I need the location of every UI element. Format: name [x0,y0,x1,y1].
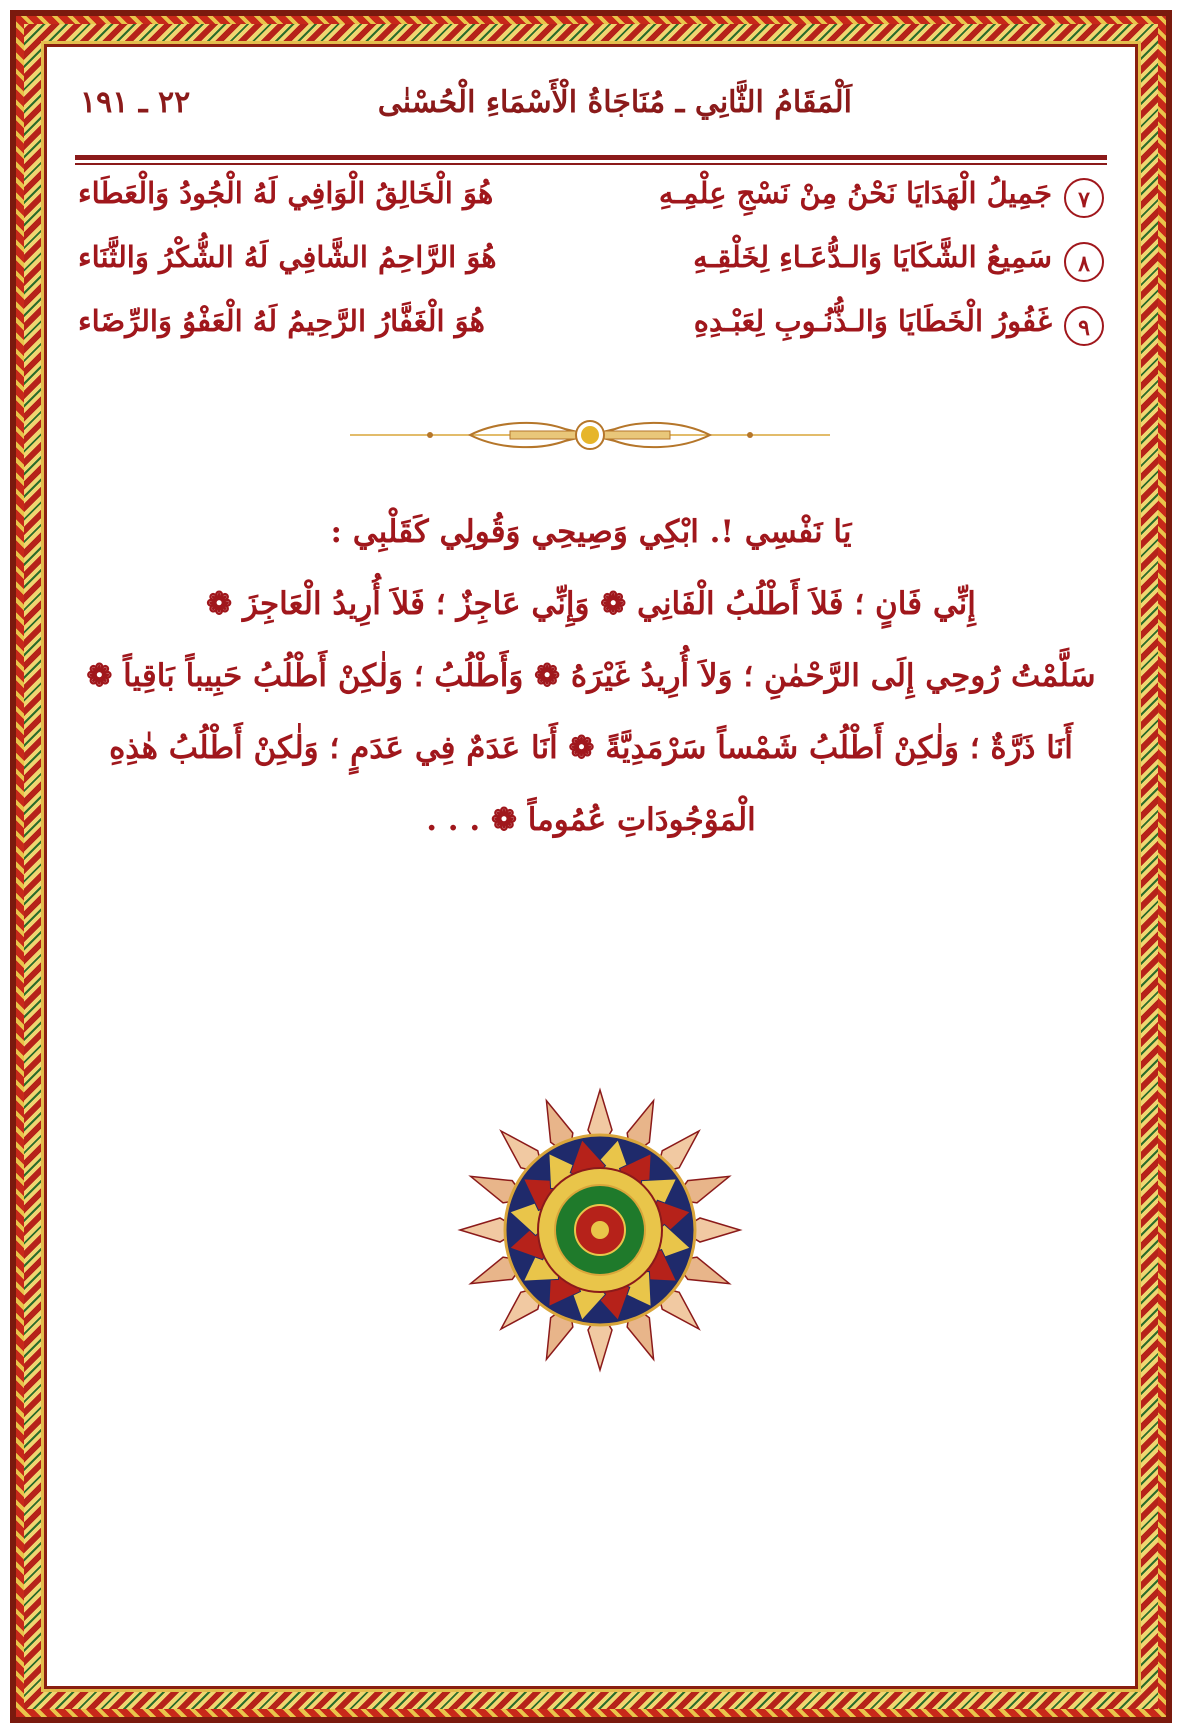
verse-second-half: هُوَ الْغَفَّارُ الرَّحِيمُ لَهُ الْعَفْوُ وَالرِّضَاء [78,304,485,338]
prose-block [80,496,1102,856]
page-header [60,85,1122,145]
header-rule [75,155,1107,160]
verse-number: ٧ [1064,178,1104,218]
prose-line: الْمَوْجُودَاتِ عُمُوماً ❁ . . . [426,802,756,838]
page-area [44,44,1138,1689]
verse-first-half: جَمِيلُ الْهَدَايَا نَحْنُ مِنْ نَسْجِ عِلْمِـهِ [658,176,1052,210]
verse-number: ٩ [1064,306,1104,346]
prose-line: يَا نَفْسِي !. ابْكِي وَصِيحِي وَقُولِي كَقَلْبِي : [330,514,852,550]
divider-ornament [350,415,830,455]
verse-line [78,304,1104,354]
prose-line: أَنَا ذَرَّةٌ ؛ وَلٰكِنْ أَطْلُبُ شَمْساً سَرْمَدِيَّةً ❁ أَنَا عَدَمٌ فِي عَدَمٍ ؛ وَلٰكِنْ أَطْلُبُ هٰذِهِ [109,730,1073,766]
verse-first-half: سَمِيعُ الشَّكَايَا وَالـدُّعَـاءِ لِخَلْقِـهِ [693,240,1052,274]
verse-number: ٨ [1064,242,1104,282]
verse-second-half: هُوَ الرَّاحِمُ الشَّافِي لَهُ الشُّكْرُ وَالثَّنَاء [78,240,497,274]
prose-line: سَلَّمْتُ رُوحِي إِلَى الرَّحْمٰنِ ؛ وَلاَ أُرِيدُ غَيْرَهُ ❁ وَأَطْلُبُ ؛ وَلٰكِنْ أَطْلُبُ حَبِيباً بَاقِياً ❁ [86,658,1096,694]
rosette-ornament [455,1085,745,1375]
page-title: اَلْمَقَامُ الثَّانِي ـ مُنَاجَاةُ الْأَسْمَاءِ الْحُسْنٰى [377,85,852,120]
page-number: ٢٢ ـ ١٩١ [80,85,191,120]
prose-line: إِنِّي فَانٍ ؛ فَلاَ أَطْلُبُ الْفَانِي ❁ وَإِنِّي عَاجِزٌ ؛ فَلاَ أُرِيدُ الْعَاجِزَ ❁ [206,586,976,622]
header-rule-thin [75,163,1107,165]
verse-first-half: غَفُورُ الْخَطَايَا وَالـذُّنُـوبِ لِعَبْـدِهِ [693,304,1052,338]
verse-line [78,240,1104,290]
verse-line [78,176,1104,226]
verse-second-half: هُوَ الْخَالِقُ الْوَافِي لَهُ الْجُودُ وَالْعَطَاء [78,176,494,210]
